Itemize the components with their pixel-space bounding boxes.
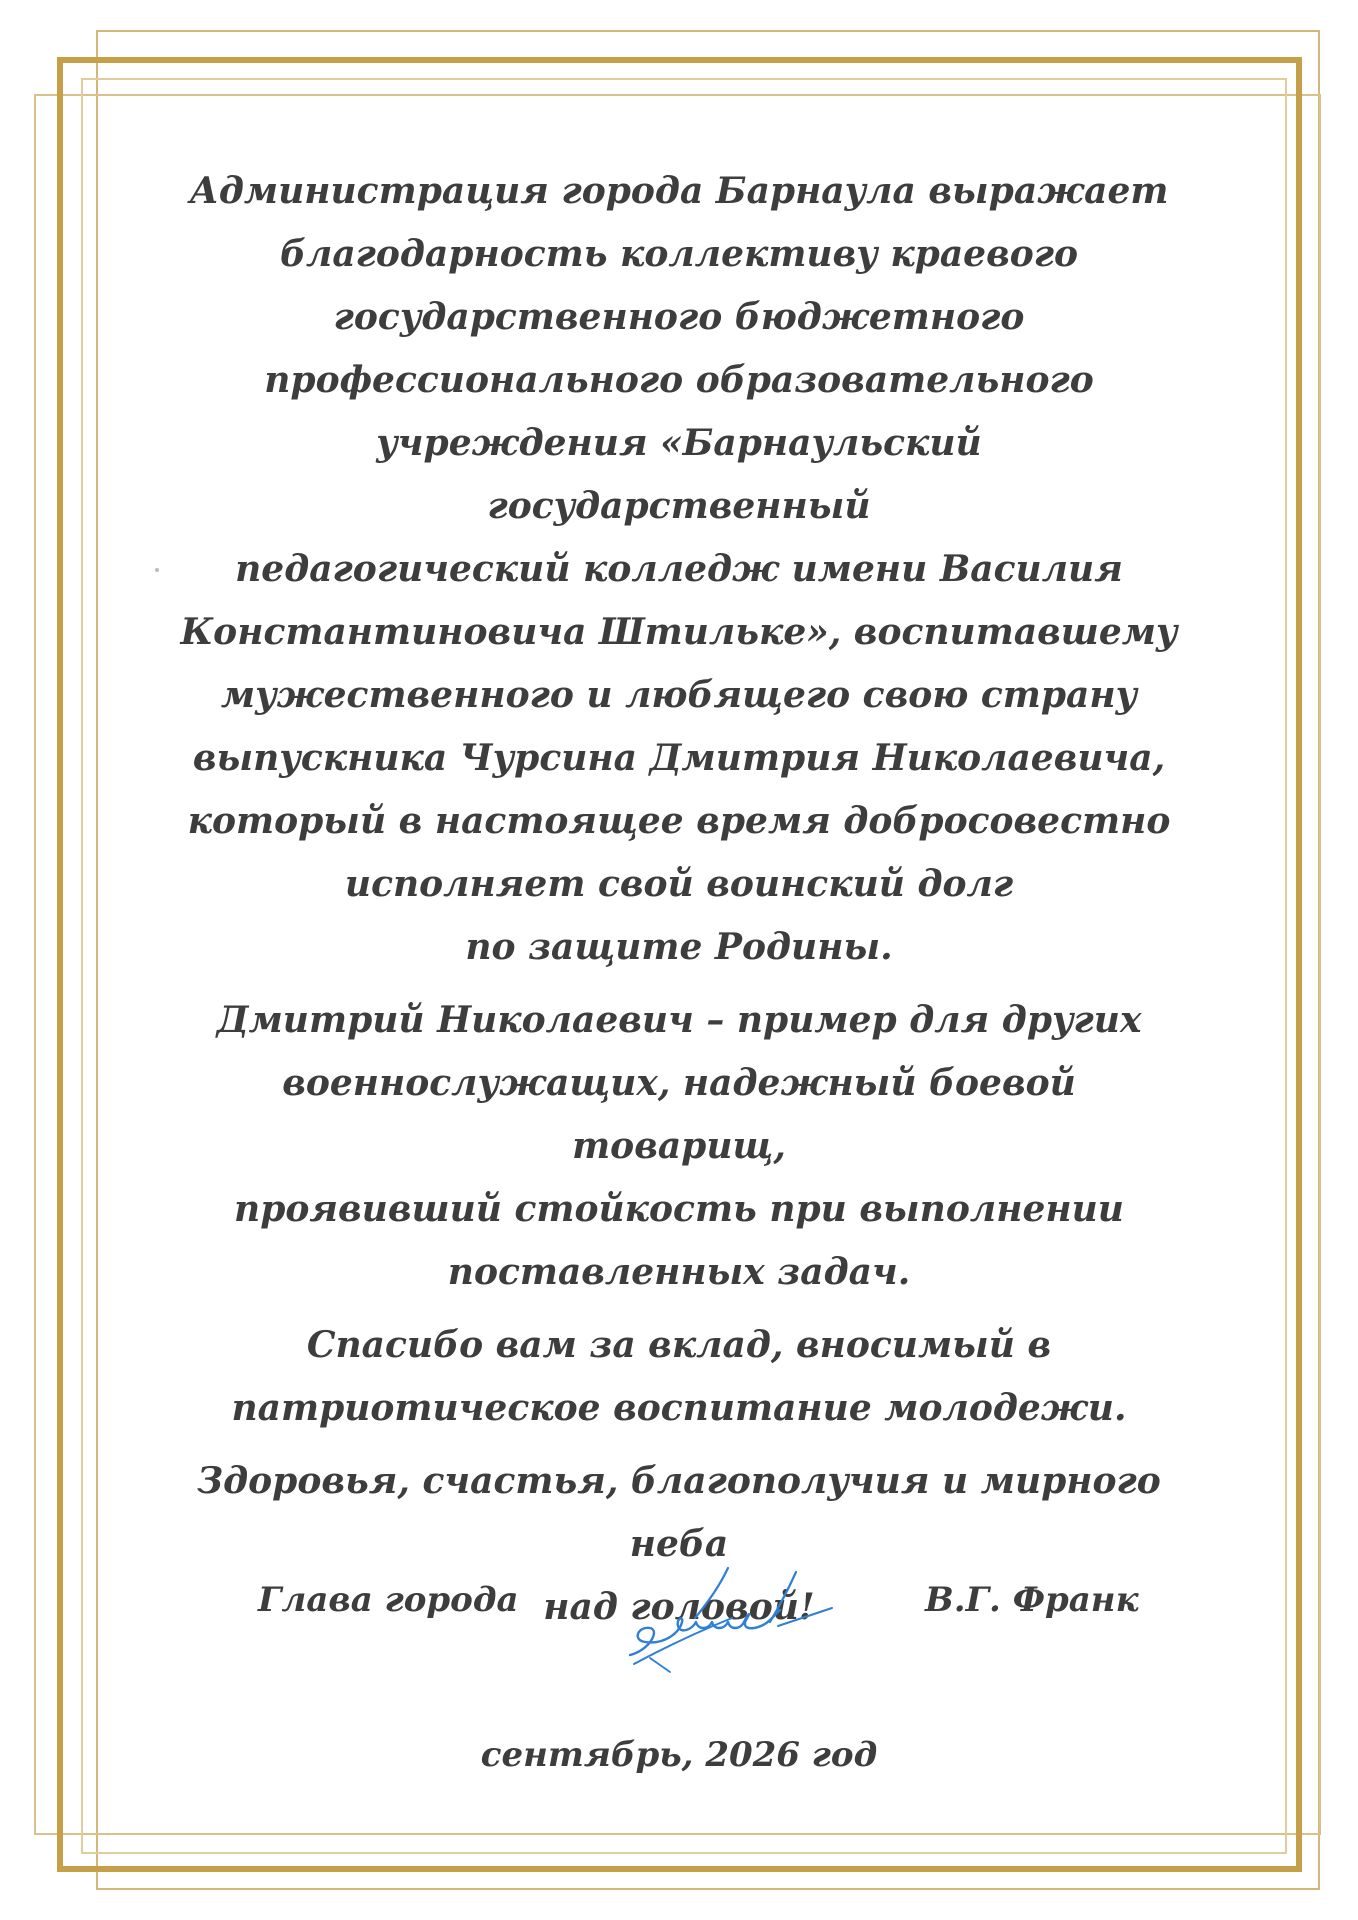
signer-name: В.Г. Франк <box>925 1580 1139 1620</box>
document-date: сентябрь, 2026 год <box>480 1735 878 1775</box>
scan-speck <box>155 568 159 572</box>
paragraph-gratitude: Администрация города Барнаула выражает благодарность коллективу краевого государственного бюджетного профессионального образовательного учреждения «Барнаульский государственный педагогический колледж имени Василия Константиновича Штильке», воспитавшему мужественного и любящего свою страну выпускника Чурсина Дмитрия Николаевича, который в настоящее время добросовестно исполняет свой воинский долг по защите Родины. <box>180 170 1178 968</box>
signature-block <box>0 1560 1358 1700</box>
paragraph-wishes: Здоровья, счастья, благополучия и мирного неба над головой! <box>197 1460 1161 1628</box>
signature-image <box>620 1560 840 1680</box>
paragraph-thanks: Спасибо вам за вклад, вносимый в патриотическое воспитание молодежи. <box>231 1324 1127 1429</box>
paragraph-example: Дмитрий Николаевич – пример для других военнослужащих, надежный боевой товарищ, проявивший стойкость при выполнении поставленных задач. <box>216 999 1142 1293</box>
signer-title: Глава города <box>258 1580 519 1620</box>
letter-body <box>180 160 1178 1639</box>
